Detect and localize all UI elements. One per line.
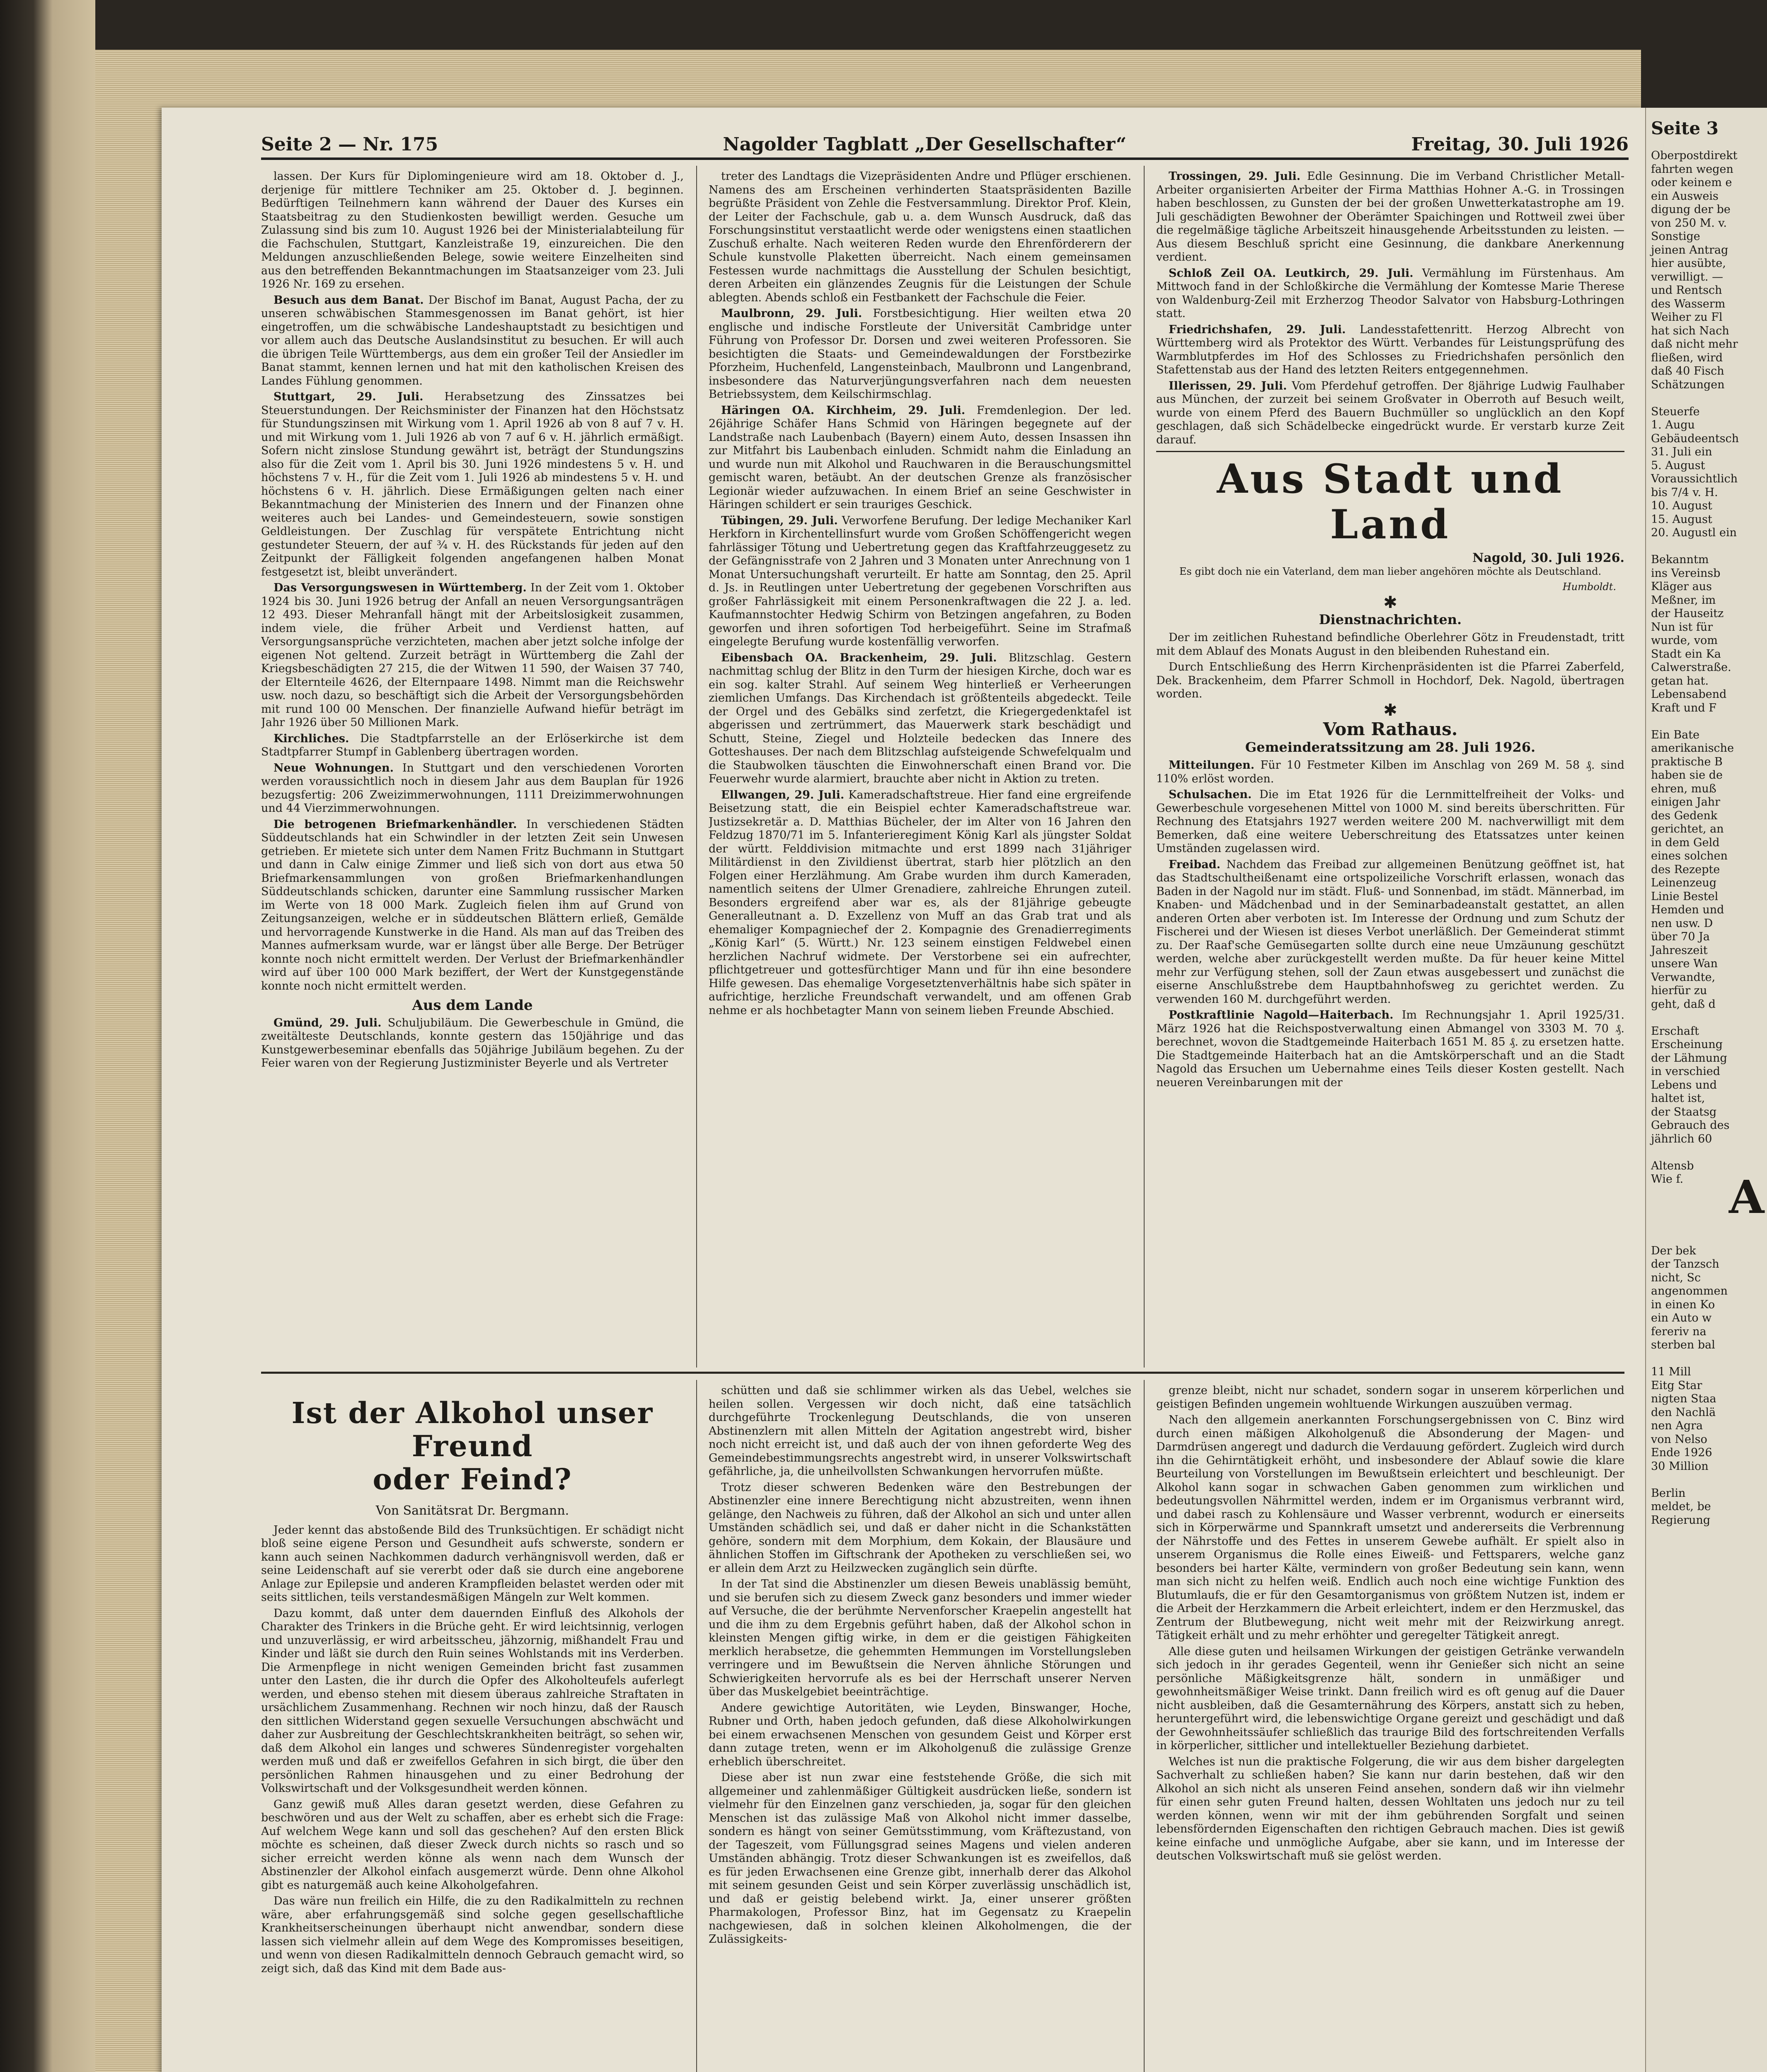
adjacent-page-line: Der bek [1651, 1244, 1696, 1257]
adjacent-page-line: 31. Juli ein [1651, 445, 1712, 458]
adjacent-page-line: Steuerfe [1651, 405, 1700, 418]
news-item-lead: Mitteilungen. [1169, 759, 1255, 772]
adjacent-page-line: in dem Geld [1651, 836, 1720, 849]
news-item-lead: Trossingen, 29. Juli. [1169, 170, 1301, 183]
news-item [261, 170, 684, 291]
adjacent-page-line: von Nelso [1651, 1433, 1707, 1446]
adjacent-page-line: ins Vereinsb [1651, 566, 1721, 580]
news-item-text: In Stuttgart und den verschiedenen Vororten werden voraussichtlich noch in diesem Jahr aus dem Bauplan für 1926 bezugsfertig: 206 Zweizimmerwohnungen, 1111 Dreizimmerwohnungen und 44 Vierzimmerwohnungen. [261, 761, 684, 815]
adjacent-page-line: fereriv na [1651, 1325, 1706, 1338]
adjacent-page-line: Lebensabend [1651, 688, 1727, 701]
news-item-text: Vermählung im Fürstenhaus. Am Mittwoch fand in der Schloßkirche die Vermählung der Komtesse Marie Therese von Waldenburg-Zeil mit Erzherzog Theodor Salvator von Habsburg-Lothringen statt. [1156, 266, 1624, 320]
adjacent-page-line: über 70 Ja [1651, 930, 1710, 943]
news-item-text: In verschiedenen Städten Süddeutschlands hat ein Schwindler in der letzten Zeit sein Unwesen getrieben. Er mietete sich unter dem Namen Fritz Buchmann in Stuttgart und dann in Calw einige Zimmer und ließ sich von dort aus etwa 50 Briefmarkensammlungen von großen Briefmarkenhandlungen Süddeutschlands schicken, darunter eine Sammlung russischer Marken im Werte von 18 000 Mark. Zugleich fielen ihm auf Grund von Zeitungsanzeigen, welche er in süddeutschen Blättern erließ, Gemälde und hervorragende Kunstwerke in die Hand. Als man auf das Treiben des Mannes aufmerksam wurde, war er längst über alle Berge. Der Betrüger konnte noch nicht ermittelt werden. Der Verlust der Briefmarkenhändler wird auf über 100 000 Mark beziffert, der Wert der Kunstgegenstände konnte noch nicht ermittelt werden. [261, 818, 684, 992]
adjacent-page-line: angenommen [1651, 1285, 1728, 1297]
news-item-lead: Ellwangen, 29. Juli. [721, 788, 845, 801]
adjacent-page-line: von 250 M. v. [1651, 216, 1727, 230]
gemeinderat-subheading: Gemeinderatssitzung am 28. Juli 1926. [1245, 739, 1536, 755]
adjacent-page-line: Nun ist für [1651, 620, 1713, 634]
adjacent-page-line: Jahreszeit [1651, 944, 1708, 957]
article-separator-rule [261, 1372, 1624, 1374]
news-item [709, 307, 1131, 402]
news-item-text: Herabsetzung des Zinssatzes bei Steuerstundungen. Der Reichsminister der Finanzen hat den Höchstsatz für Stundungszinsen mit Wirkung vom 1. April 1926 ab von 8 auf 7 v. H. und mit Wirkung vom 1. Juli 1926 ab von 7 auf 6 v. H. jährlich ermäßigt. Sofern nicht zinslose Stundung gewährt ist, beträgt der Stundungszins also für die Zeit vom 1. April bis 30. Juni 1926 mindestens 5 v. H. und höchstens 7 v. H., für die Zeit vom 1. Juli 1926 ab mindestens 5 v. H. und höchstens 6 v. H. jährlich. Diese Ermäßigungen gelten nach einer Bekanntmachung der Ministerien des Innern und der Finanzen ohne weiteres auch bei Landes- und Gemeindesteuern, sowie sonstigen Geldleistungen. Der Zuschlag für verspätete Entrichtung nicht gestundeter Steuern, der auf ¾ v. H. des Rückstands für jeden auf den Zeitpunkt der Fälligkeit folgenden angefangenen halben Monat festgesetzt ist, bleibt unverändert. [261, 390, 684, 579]
news-item-lead: Das Versorgungswesen in Württemberg. [274, 581, 527, 594]
news-item-text: Schuljubiläum. Die Gewerbeschule in Gmünd, die zweitälteste Deutschlands, konnte gestern das 150jährige und das Kunstgewerbeseminar ebenfalls das 50jährige Jubiläum begehen. Zu der Feier waren von der Regierung Justizminister Beyerle und als Vertreter [261, 1016, 684, 1070]
adjacent-page-line: haltet ist, [1651, 1092, 1705, 1105]
adjacent-page-line: der Hauseitz [1651, 607, 1724, 620]
adjacent-page-line: hier ausübte, [1651, 257, 1726, 270]
adjacent-page-line: einigen Jahr [1651, 796, 1721, 808]
adjacent-page-line: digung der be [1651, 203, 1731, 216]
news-item [261, 732, 684, 759]
adjacent-page-line: den Nachlä [1651, 1406, 1716, 1419]
adjacent-page-line: Erscheinung [1651, 1038, 1723, 1051]
news-item-text: Die Stadtpfarrstelle an der Erlöserkirche ist dem Stadtpfarrer Stumpf in Gablenberg übertragen worden. [261, 732, 684, 758]
adjacent-page-line: meldet, be [1651, 1500, 1711, 1513]
adjacent-page-line: fahrten wegen [1651, 162, 1733, 176]
adjacent-page-line: in einen Ko [1651, 1298, 1715, 1311]
adjacent-page-line: Regierung [1651, 1513, 1711, 1527]
news-item-lead: Besuch aus dem Banat. [274, 293, 424, 307]
adjacent-page-fragment [1645, 108, 1767, 2072]
adjacent-page-line: nigten Staa [1651, 1392, 1716, 1405]
adjacent-page-line: bis 7/4 v. H. [1651, 486, 1718, 499]
news-item [261, 294, 684, 388]
news-item-text: treter des Landtags die Vizepräsidenten Andre und Pflüger erschienen. Namens des am Erscheinen verhinderten Staatspräsidenten Bazille begrüßte Präsident von Zehle die Festversammlung. Direktor Prof. Klein, der Leiter der Fachschule, gab u. a. dem Wunsch Ausdruck, daß das Forschungsinstitut verstaatlicht werde oder wenigstens einen staatlichen Zuschuß erhalte. Nach weiteren Reden wurde den Ehrenförderern der Schule kunstvolle Plaketten überreicht. Nach einem gemeinsamen Festessen wurde nachmittags die Ausstellung der Schulen besichtigt, deren Arbeiten ein glänzendes Zeugnis für die Leistungen der Schule ablegten. Abends schloß ein Festbankett der Fachschule die Feier. [709, 170, 1131, 304]
news-item-lead: Eibensbach OA. Brackenheim, 29. Juli. [721, 651, 997, 664]
news-column-3 [1156, 170, 1624, 1363]
news-item [261, 1017, 684, 1070]
adjacent-page-line: Ende 1926 [1651, 1446, 1712, 1459]
adjacent-page-line: jährlich 60 [1651, 1132, 1712, 1145]
section-rule [1156, 451, 1624, 452]
article-column-2 [709, 1384, 1131, 2072]
news-item-text: Der Bischof im Banat, August Pacha, der zu unseren schwäbischen Stammesgenossen im Banat gehört, ist hier eingetroffen, um die schwäbische Landeshauptstadt zu besichtigen und vor allem auch das Deutsche Auslandsinstitut zu besuchen. Er will auch die übrigen Teile Württembergs, aus dem ein großer Teil der Ansiedler im Banat stammt, kennen lernen und hat mit den katholischen Kreisen des Landes Fühlung genommen. [261, 293, 684, 387]
column-rule [1144, 1380, 1145, 2072]
adjacent-page-line: 10. August [1651, 499, 1712, 512]
news-item-lead: Friedrichshafen, 29. Juli. [1169, 323, 1346, 336]
news-item [261, 390, 684, 579]
adjacent-page-line: des Gedenk [1651, 809, 1718, 822]
adjacent-page-line: oder keinem e [1651, 176, 1732, 189]
adjacent-page-line: nicht, Sc [1651, 1271, 1701, 1284]
adjacent-page-line: ein Auto w [1651, 1312, 1712, 1324]
section-heading-aus-dem-lande: Aus dem Lande [412, 997, 533, 1014]
adjacent-page-headline-letter: A [1729, 1170, 1765, 1224]
newspaper-page [162, 108, 1645, 2072]
adjacent-page-line: Berlin [1651, 1486, 1686, 1500]
news-item-lead: Neue Wohnungen. [274, 761, 394, 775]
adjacent-page-line: amerikanische [1651, 742, 1734, 755]
paragraph: Welches ist nun die praktische Folgerung, die wir aus dem bisher dargelegten Sachverhalt zu schließen haben? Sie kann nur darin bestehen, daß wir den Alkohol an sich nicht als unseren Feind ansehen, sondern daß wir ihn vielmehr für einen sehr guten Freund halten, dessen Wohltaten uns jedoch nur zu teil werden können, wenn wir mit der ihm gebührenden Sorgfalt und seinen lebensfördernden Eigenschaften den richtigen Gebrauch machen. Dies ist gewiß keine einfache und unmögliche Aufgabe, aber sie kann, und im Interesse der deutschen Volkswirtschaft muß sie gelöst werden. [1156, 1755, 1624, 1862]
paragraph: schütten und daß sie schlimmer wirken als das Uebel, welches sie heilen sollen. Vergessen wir doch nicht, daß eine tatsächlich durchgeführte Trockenlegung Deutschlands, die von unseren Abstinenzlern mit allen Mitteln der Agitation angestrebt wird, bisher noch nicht erreicht ist, und daß auch der von ihnen geforderte Weg des Gemeindebestimmungsrechts angestrebt wird, in unserer Volkswirtschaft gefährliche, ja, die unheilvollsten Schwankungen hervorrufen müßte. [709, 1384, 1131, 1478]
adjacent-page-line: nen Agra [1651, 1419, 1703, 1432]
adjacent-page-line: 15. August [1651, 513, 1712, 526]
news-item-text: Verworfene Berufung. Der ledige Mechaniker Karl Herkforn in Kirchentellinsfurt wurde vom Großen Schöffengericht wegen fahrlässiger Tötung und Uebertretung gegen das Kraftfahrzeuggesetz zu der Gefängnisstrafe von 2 Jahren und 3 Monaten unter Anrechnung von 1 Monat Untersuchungshaft verurteilt. Er hatte am Sonntag, den 25. April d. Js. in Reutlingen unter Uebertretung der gegebenen Vorschriften aus großer Fahrlässigkeit mit einem Personenkraftwagen die 22 J. a. led. Kaufmannstochter Hedwig Schirm von Betzingen angefahren, zu Boden geworfen und ihren sofortigen Tod herbeigeführt. Seine im Strafmaß eingelegte Berufung wurde kostenfällig verworfen. [709, 514, 1131, 648]
news-item [709, 170, 1131, 305]
news-item-text: Für 10 Festmeter Kilben im Anschlag von 269 M. 58 ₰. sind 110% erlöst worden. [1156, 759, 1624, 785]
column-rule [1144, 166, 1145, 1368]
news-item-lead: Postkraftlinie Nagold—Haiterbach. [1169, 1009, 1394, 1021]
adjacent-page-line: der Staatsg [1651, 1105, 1717, 1118]
news-item-text: Im Rechnungsjahr 1. April 1925/31. März 1926 hat die Reichspostverwaltung einen Abmangel von 3303 M. 70 ₰. berechnet, wovon die Stadtgemeinde Haiterbach 1651 M. 85 ₰. zu ersetzen hatte. Die Stadtgemeinde Haiterbach hat an die Amtskörperschaft und an die Stadt Nagold das Ersuchen um Uebernahme eines Teils dieser Kosten gestellt. Nach neueren Vereinbarungen mit der [1156, 1009, 1624, 1089]
news-item [261, 818, 684, 993]
adjacent-page-line: Ein Bate [1651, 728, 1700, 741]
adjacent-page-line: nen usw. D [1651, 917, 1713, 930]
news-item [1156, 1009, 1624, 1089]
news-item-lead: Kirchliches. [274, 732, 349, 745]
news-item-lead: Tübingen, 29. Juli. [721, 514, 838, 527]
adjacent-page-line: Eitg Star [1651, 1379, 1702, 1392]
adjacent-page-line: in verschied [1651, 1065, 1721, 1078]
page-number: Seite 2 — Nr. 175 [261, 134, 438, 155]
adjacent-page-line: ein Ausweis [1651, 189, 1719, 203]
adjacent-page-line: daß nicht mehr [1651, 338, 1738, 351]
article-byline: Von Sanitätsrat Dr. Bergmann. [375, 1503, 569, 1518]
adjacent-page-line: Kläger aus [1651, 580, 1712, 593]
paragraph: Trotz dieser schweren Bedenken wäre den Bestrebungen der Abstinenzler eine innere Berechtigung nicht abzustreiten, wenn ihnen gelänge, den Nachweis zu führen, daß der Alkohol an sich und unter allen Umständen schädlich sei, und daß er daher nicht in die Schankstätten gehöre, sondern mit dem Morphium, dem Kokain, der Blausäure und ähnlichen Stoffen im Giftschrank der Apotheken zu verschließen sei, wo er allein dem Arzt zu Heilzwecken zugänglich sein dürfte. [709, 1481, 1131, 1575]
adjacent-page-line: Lebens und [1651, 1078, 1717, 1092]
news-item [261, 762, 684, 816]
paragraph: In der Tat sind die Abstinenzler um diesen Beweis unablässig bemüht, und sie berufen sich zu diesem Zweck ganz besonders und immer wieder auf Versuche, die der berühmte Nervenforscher Kraepelin angestellt hat und die ihm zu dem Ergebnis geführt haben, daß der Alkohol schon in kleinsten Mengen giftig wirke, in dem er die geistigen Fähigkeiten merklich herabsetze, die gehemmten Hemmungen im Vorstellungsleben verringere und im Bewußtsein die Nerven ähnliche Störungen und Schwierigkeiten hervorrufe als es bei der Herrschaft unserer Nerven über das Muskelgebiet beeinträchtige. [709, 1578, 1131, 1698]
adjacent-page-line: praktische B [1651, 755, 1723, 768]
news-item [1156, 170, 1624, 264]
issue-date: Freitag, 30. Juli 1926 [1411, 134, 1629, 155]
dienstnachrichten-heading: Dienstnachrichten. [1319, 611, 1462, 627]
adjacent-page-line: jeinen Antrag [1651, 243, 1728, 257]
adjacent-page-line: des Rezepte [1651, 863, 1720, 876]
page-header [261, 128, 1629, 160]
section-quote: Es gibt doch nie ein Vaterland, dem man lieber angehören möchte als Deutschland. [1179, 565, 1602, 577]
article-column-1 [261, 1384, 684, 2072]
adjacent-page-line: Stadt ein Ka [1651, 647, 1721, 661]
paragraph: Andere gewichtige Autoritäten, wie Leyden, Binswanger, Hoche, Rubner und Orth, haben jedoch gefunden, daß diese Alkoholwirkungen bei einem erwachsenen Menschen von gesundem Geist und Körper erst dann zutage treten, wenn er im Alkoholgenuß die zulässige Grenze erheblich überschreitet. [709, 1701, 1131, 1768]
news-column-2 [709, 170, 1131, 1363]
news-item-text: Vom Pferdehuf getroffen. Der 8jährige Ludwig Faulhaber aus München, der zurzeit bei seinem Großvater in Oberroth auf Besuch weilt, wurde von einem Pferd des Bauern Buchmüller so unglücklich an den Kopf geschlagen, daß sich Schädelbecke eingedrückt wurde. Er verstarb kurze Zeit darauf. [1156, 379, 1624, 446]
divider-star-icon: ✱ [1383, 700, 1397, 720]
adjacent-page-line: des Wasserm [1651, 297, 1726, 310]
news-item-lead: Schloß Zeil OA. Leutkirch, 29. Juli. [1169, 266, 1414, 280]
adjacent-page-line: Erschaft [1651, 1024, 1699, 1038]
adjacent-page-line: Kraft und F [1651, 701, 1716, 714]
section-dateline: Nagold, 30. Juli 1926. [1472, 551, 1624, 565]
adjacent-page-line: unsere Wan [1651, 957, 1718, 970]
news-column-1 [261, 170, 684, 1363]
adjacent-page-line: verwilligt. — [1651, 270, 1723, 283]
news-item [1156, 788, 1624, 856]
section-title-aus-stadt-und-land: Aus Stadt und Land [1217, 455, 1564, 548]
news-item-text: Forstbesichtigung. Hier weilten etwa 20 englische und indische Forstleute der Universität Cambridge unter Führung von Professor Dr. Dorsen und zwei weiteren Professoren. Sie besichtigten die Staats- und Gemeindewaldungen der Forstbezirke Pforzheim, Huchenfeld, Langensteinbach, Maulbronn und Langenbrand, insbesondere das Naturverjüngungsverfahren nach dem neuesten Betriebssystem, dem Keilschirmschlag. [709, 307, 1131, 401]
news-item-lead: Illerissen, 29. Juli. [1169, 379, 1287, 392]
news-item [709, 514, 1131, 649]
news-item-text: Nachdem das Freibad zur allgemeinen Benützung geöffnet ist, hat das Stadtschultheißenamt eine ortspolizeiliche Vorschrift erlassen, wonach das Baden in der Nagold nur im städt. Fluß- und Sonnenbad, im städt. Männerbad, im Knaben- und Mädchenbad und in der Seminarbadeanstalt gestattet, an allen anderen Orten aber verboten ist. Im Interesse der Ordnung und zum Schutz der Fischerei und der Wiesen ist dieses Verbot unerläßlich. Der Gemeinderat stimmt zu. Der Raaf'sche Gemüsegarten sollte durch eine neue Umzäunung geschützt werden, welche aber zurückgestellt werden mußte. Da für heuer keine Mittel mehr zur Verfügung stehen, soll der Zaun etwas ausgebessert und zunächst die eiserne Anschlußstrebe dem Hauptbahnhofsweg zu gerichtet werden. Zu verwenden 160 M. durchgeführt werden. [1156, 858, 1624, 1006]
adjacent-page-line: und Rentsch [1651, 284, 1722, 297]
news-item [1156, 759, 1624, 786]
adjacent-page-line: 11 Mill [1651, 1365, 1691, 1378]
news-item-lead: Maulbronn, 29. Juli. [721, 307, 862, 320]
divider-star-icon: ✱ [1383, 593, 1397, 612]
adjacent-page-line: hat sich Nach [1651, 324, 1729, 337]
adjacent-page-number: Seite 3 [1651, 118, 1719, 138]
adjacent-page-line: 1. Augu [1651, 419, 1695, 431]
adjacent-page-line: wurde, vom [1651, 634, 1718, 647]
column-rule [696, 166, 697, 1368]
book-binding-edge [0, 0, 95, 2072]
news-item-lead: Stuttgart, 29. Juli. [274, 390, 424, 403]
adjacent-page-line: Calwerstraße. [1651, 661, 1731, 674]
adjacent-page-line: Meßner, im [1651, 593, 1716, 607]
paragraph: grenze bleibt, nicht nur schadet, sondern sogar in unserem körperlichen und geistigen Befinden ungemein wohltuende Wirkungen auszuüben vermag. [1156, 1384, 1624, 1411]
vom-rathaus-heading: Vom Rathaus. [1323, 719, 1458, 739]
column-rule [696, 1380, 697, 2072]
adjacent-page-line: Linie Bestel [1651, 890, 1719, 903]
news-item-lead: Häringen OA. Kirchheim, 29. Juli. [721, 404, 966, 417]
adjacent-page-line: der Tanzsch [1651, 1258, 1719, 1271]
news-item-text: Kameradschaftstreue. Hier fand eine ergreifende Beisetzung statt, die ein Beispiel echter Kameradschaftstreue war. Justizsekretär a. D. Matthias Bücheler, der im Alter von 16 Jahren den Feldzug 1870/71 im 5. Infanterieregiment König Karl als jüngster Soldat der württ. Felddivision mitmachte und erst 1899 nach 31jähriger Militärdienst in den Zivildienst übertrat, starb hier plötzlich an den Folgen einer Herzlähmung. Am Grabe wurden ihm durch Kameraden, namentlich seitens der Ulmer Grenadiere, zahlreiche Ehrungen zuteil. Besonders ergreifend aber war es, als der 81jährige gebeugte Generalleutnant a. D. Exzellenz von Muff an das Grab trat und als ehemaliger Kompagniechef der 2. Kompagnie des Grenadierregiments „König Karl“ (5. Württ.) Nr. 123 seinem einstigen Feldwebel einen herzlichen Nachruf widmete. Der Verstorbene sei ein aufrechter, pflichtgetreuer und gottesfürchtiger Mann und für ihn eine besondere Hilfe gewesen. Das ehemalige Vorgesetztenverhältnis habe sich später in aufrichtige, herzliche Freundschaft verwandelt, und am offenen Grab nehme er als hochbetagter Mann von seinem lieben Freunde Abschied. [709, 788, 1131, 1017]
news-item [709, 404, 1131, 512]
news-item [1156, 267, 1624, 321]
paragraph: Der im zeitlichen Ruhestand befindliche Oberlehrer Götz in Freudenstadt, tritt mit dem Ablauf des Monats August in den bleibenden Ruhestand ein. [1156, 631, 1624, 658]
news-item-lead: Gmünd, 29. Juli. [274, 1016, 382, 1029]
adjacent-page-line: Altensb [1651, 1159, 1694, 1172]
news-item-lead: Die betrogenen Briefmarkenhändler. [274, 818, 517, 831]
news-item [1156, 858, 1624, 1007]
article-title [261, 1397, 684, 1496]
adjacent-page-line: Wie f. [1651, 1173, 1684, 1186]
adjacent-page-line: Verwandte, [1651, 971, 1716, 984]
news-item-text: Fremdenlegion. Der led. 26jährige Schäfer Hans Schmid von Häringen begegnete auf der Landstraße nach Laubenbach (Bayern) einem Auto, dessen Insassen ihn zur Mitfahrt bis Laubenbach einluden. Schmidt nahm die Einladung an und wurde nun mit Alkohol und Rauchwaren in die Berauschungsmittel gemischt waren, betäubt. An der deutschen Grenze als französischer Legionär wieder aufzuwachen. In einem Brief an seine Geschwister in Häringen schildert er sein trauriges Geschick. [709, 404, 1131, 511]
article-column-3 [1156, 1384, 1624, 2072]
adjacent-page-line: gerichtet, an [1651, 823, 1724, 835]
paragraph: Dazu kommt, daß unter dem dauernden Einfluß des Alkohols der Charakter des Trinkers in die Brüche geht. Er wird leichtsinnig, verlogen und unzuverlässig, er wird arbeitsscheu, jähzornig, mißhandelt Frau und Kinder und läßt sie durch den Ruin seines Wohlstands mit ins Verderben. Die Armenpflege in nicht wenigen Gemeinden bricht fast zusammen unter den Lasten, die ihr durch die Opfer des Alkoholteufels auferlegt werden, und ebenso stehen mit diesem überaus zahlreiche Straftaten in ursächlichem Zusammenhang. Rechnen wir noch hinzu, daß der Rausch den sittlichen Widerstand gegen sexuelle Versuchungen abschwächt und daher zur Ausbreitung der Geschlechtskrankheiten beiträgt, so sehen wir, daß dem Alkohol ein langes und schweres Sündenregister vorgehalten werden muß und daß er zweifellos Gefahren in sich birgt, die über den persönlichen Rahmen hinausgehen und zu einer Bedrohung der Volkswirtschaft und der Volksgesundheit werden können. [261, 1607, 684, 1795]
paragraph: Diese aber ist nun zwar eine feststehende Größe, die sich mit allgemeiner und zahlenmäßiger Gültigkeit ausdrücken ließe, sondern ist vielmehr für den Einzelnen ganz verschieden, ja, sogar für den gleichen Menschen ist das zulässige Maß von Alkohol nicht immer dasselbe, sondern es hängt von seiner Gemütsstimmung, vom Kräftezustand, von der Tageszeit, vom Füllungsgrad seines Magens und vielen anderen Umständen abhängig. Trotz dieser Schwankungen ist es zweifellos, daß es für jeden Erwachsenen eine Grenze gibt, innerhalb derer das Alkohol mit seinem gesunden Geist und sein Körper zuverlässig unschädlich ist, und daß er geistig belebend wirkt. Ja, einer unserer größten Pharmakologen, Professor Binz, hat im Gegensatz zu Kraepelin nachgewiesen, daß in solchen kleinen Alkoholmengen, die der Zulässigkeits- [709, 1771, 1131, 1946]
paragraph: Jeder kennt das abstoßende Bild des Trunksüchtigen. Er schädigt nicht bloß seine eigene Person und Gesundheit aufs schwerste, sondern er kann auch seinen Nachkommen dadurch verhängnisvoll werden, daß er seine Leidenschaft auf sie vererbt oder daß sie durch eine angeborene Anlage zur Epilepsie und anderen Krampfleiden belastet werden oder mit seits sittlichen, teils verstandesmäßigen Mängeln zur Welt kommen. [261, 1523, 684, 1604]
adjacent-page-line: 5. August [1651, 459, 1705, 472]
adjacent-page-line: fließen, wird [1651, 351, 1723, 364]
newspaper-title: Nagolder Tagblatt „Der Gesellschafter“ [723, 134, 1127, 155]
adjacent-page-line: 30 Million [1651, 1460, 1709, 1473]
news-item [261, 581, 684, 730]
adjacent-page-line: der Lähmung [1651, 1051, 1727, 1065]
adjacent-page-line: ehren, muß [1651, 782, 1716, 795]
news-item [1156, 323, 1624, 377]
article-title-line-1: Ist der Alkohol unser Freund [291, 1396, 654, 1463]
quote-author: Humboldt. [1562, 581, 1616, 593]
news-item-text: Edle Gesinnung. Die im Verband Christlicher Metall-Arbeiter organisierten Arbeiter der Firma Matthias Hohner A.-G. in Trossingen haben beschlossen, zu Gunsten der bei der großen Unwetterkatastrophe am 19. Juli geschädigten Bewohner der Oberämter Spaichingen und Rottweil zwei über die regelmäßige tägliche Arbeitszeit hinausgehende Arbeitsstunden zu leisten. — Aus diesem Beschluß spricht eine Gesinnung, die dankbare Anerkennung verdient. [1156, 170, 1624, 264]
adjacent-page-line: Gebrauch des [1651, 1119, 1730, 1132]
adjacent-page-line: Schätzungen [1651, 378, 1725, 391]
news-item-text: In der Zeit vom 1. Oktober 1924 bis 30. Juni 1926 betrug der Anfall an neuen Versorgungsanträgen 12 493. Dieser Mehranfall hängt mit der Arbeitslosigkeit zusammen, indem viele, die früher Arbeit und Verdienst hatten, auf Versorgungsansprüche verzichteten, machen aber jetzt solche infolge der eigenen Not geltend. Zurzeit beträgt in Württemberg die Zahl der Kriegsbeschädigten 27 215, die der Witwen 11 590, der Waisen 37 740, der Elternteile 4626, der Elternpaare 1498. Nimmt man die Reichswehr usw. noch dazu, so beschäftigt sich die Arbeit der Versorgungsbehörden mit rund 100 00 Menschen. Der finanzielle Aufwand hiefür beträgt im Jahr 1926 über 50 Millionen Mark. [261, 581, 684, 729]
news-item-text: Landesstafettenritt. Herzog Albrecht von Württemberg wird als Protektor des Württ. Verbandes für Leistungsprüfung des Warmblutpferdes im Hof des Schlosses zu Friedrichshafen persönlich den Stafettenstab aus der Hand des letzten Reiters entgegennehmen. [1156, 323, 1624, 376]
adjacent-page-line: daß 40 Fisch [1651, 365, 1724, 378]
adjacent-page-line: haben sie de [1651, 769, 1723, 782]
adjacent-page-line: Bekanntm [1651, 553, 1709, 566]
news-item [709, 789, 1131, 1018]
news-item [709, 651, 1131, 786]
adjacent-page-line: Gebäudeentsch [1651, 432, 1739, 445]
paragraph: Durch Entschließung des Herrn Kirchenpräsidenten ist die Pfarrei Zaberfeld, Dek. Brackenheim, dem Pfarrer Schmoll in Hochdorf, Dek. Nagold, übertragen worden. [1156, 661, 1624, 700]
adjacent-page-line: sterben bal [1651, 1339, 1715, 1351]
news-item-lead: Schulsachen. [1169, 788, 1252, 801]
paragraph: Ganz gewiß muß Alles daran gesetzt werden, diese Gefahren zu beschwören und aus der Welt zu schaffen, aber es erhebt sich die Frage: Auf welchem Wege kann und soll das geschehen? Auf den ersten Blick möchte es scheinen, daß dieser Zweck durch nichts so rasch und so sicher erreicht werden könne als wenn nach dem Wunsch der Abstinenzler der Alkohol einfach ausgemerzt würde. Denn ohne Alkohol gibt es naturgemäß auch keine Alkoholgefahren. [261, 1798, 684, 1892]
news-item [1156, 380, 1624, 447]
paragraph: Alle diese guten und heilsamen Wirkungen der geistigen Getränke verwandeln sich jedoch in ihr gerades Gegenteil, wenn ihr Genießer sich nicht an seine persönliche Mäßigkeitsgrenze hält, sondern in unmäßiger und gewohnheitsmäßiger Weise trinkt. Dann freilich wird es oft genug auf die Dauer nicht ausbleiben, daß die Gesamternährung des Körpers, anstatt sich zu heben, heruntergeführt wird, die lebenswichtige Organe gereizt und geschädigt und daß der Gewohnheitssäufer schließlich das traurige Bild des fortschreitenden Verfalls in körperlicher, sittlicher und intellektueller Beziehung darbietet. [1156, 1645, 1624, 1752]
adjacent-page-line: Sonstige [1651, 230, 1700, 243]
news-item-lead: Freibad. [1169, 858, 1221, 871]
news-item-text: lassen. Der Kurs für Diplomingenieure wird am 18. Oktober d. J., derjenige für mittlere Techniker am 25. Oktober d. J. beginnen. Bedürftigen Teilnehmern kann während der Dauer des Kurses ein Staatsbeitrag zu den Studienkosten bewilligt werden. Gesuche um Zulassung sind bis zum 10. August 1926 bei der Ministerialabteilung für die Fachschulen, Stuttgart, Kanzleistraße 19, einzureichen. Die den Meldungen anzuschließenden Belege, sowie weitere Einzelheiten sind aus den betreffenden Bekanntmachungen im Staatsanzeiger vom 23. Juli 1926 Nr. 169 zu ersehen. [261, 170, 684, 290]
article-title-line-2: oder Feind? [373, 1462, 572, 1496]
paragraph: Nach den allgemein anerkannten Forschungsergebnissen von C. Binz wird durch einen mäßigen Alkoholgenuß die Absonderung der Magen- und Darmdrüsen angeregt und dadurch die Verdauung gefördert. Zugleich wird durch ihn die Gehirntätigkeit erhöht, und insbesondere der Ablauf sowie die klare Beurteilung von Vorstellungen im Bewußtsein erleichtert und beschleunigt. Der Alkohol kann sogar in schwachen Gaben genommen zum wirklichen und bedeutungsvollen Nährmittel werden, indem er im Organismus verbrannt wird, und dabei rasch zu Kohlensäure und Wasser verbrennt, wodurch er einerseits sich in Körperwärme und Spannkraft umsetzt und andererseits die Verbrennung der Nährstoffe und des Fettes in unserem Gewebe aufhält. Er spielt also in unserem Organismus die Rolle eines Eiweiß- und Fettsparers, welche ganz besonders bei harter Kälte, vermindern von großer Bedeutung sein kann, wenn man sich nicht zu helfen weiß. Endlich auch noch eine wichtige Funktion des Blutumlaufs, die er für den Gesamtorganismus von größtem Nutzen ist, indem er die Arbeit der Herzkammern die Arbeit erleichtert, indem er den Herzmuskel, das Zentrum der Blutbewegung, nicht weit mehr mit der Reizwirkung anregt. Tätigkeit erhält und zu mehr erhöhter und geregelter Tätigkeit anregt. [1156, 1414, 1624, 1642]
adjacent-page-line: hierfür zu [1651, 984, 1707, 997]
adjacent-page-line: 20. Augustl ein [1651, 526, 1737, 539]
adjacent-page-line: Hemden und [1651, 903, 1724, 916]
adjacent-page-line: Leinenzeug [1651, 876, 1717, 889]
adjacent-page-line: eines solchen [1651, 850, 1728, 862]
adjacent-page-line: Voraussichtlich [1651, 472, 1738, 485]
paragraph: Das wäre nun freilich ein Hilfe, die zu den Radikalmitteln zu rechnen wäre, aber erfahrungsgemäß sind solche gegen gesellschaftliche Krankheitserscheinungen überhaupt nicht anwendbar, sondern diese lassen sich vielmehr allein auf dem Wege des Kompromisses beseitigen, und wenn von diesen Radikalmitteln dennoch Gebrauch gemacht wird, so zeigt sich, daß das Kind mit dem Bade aus- [261, 1895, 684, 1975]
news-item-text: Die im Etat 1926 für die Lernmittelfreiheit der Volks- und Gewerbeschule vorgesehenen Mittel von 1000 M. sind bereits überschritten. Für Rechnung des Etatsjahrs 1927 werden weitere 200 M. nachverwilligt mit dem Bemerken, daß eine weitere Ueberschreitung des Etatssatzes unter keinen Umständen zugelassen wird. [1156, 788, 1624, 855]
adjacent-page-line: geht, daß d [1651, 997, 1716, 1011]
adjacent-page-line: getan hat. [1651, 674, 1709, 687]
adjacent-page-line: Oberpostdirekt [1651, 149, 1738, 162]
news-item-text: Blitzschlag. Gestern nachmittag schlug der Blitz in den Turm der hiesigen Kirche, doch war es ein sog. kalter Strahl. Auf seinem Weg hinterließ er Verheerungen ziemlichen Umfangs. Das Kirchendach ist größtenteils abgedeckt. Teile der Orgel und des Gebälks sind zerfetzt, die Kriegergedenktafel ist abgerissen und zertrümmert, das Mauerwerk stark beschädigt und Schutt, Steine, Ziegel und Holzteile bedecken das Innere des Gotteshauses. Der nach dem Blitzschlag aufsteigende Schwefelqualm und die Staubwolken täuschten die Einwohnerschaft einen Brand vor. Die Feuerwehr wurde alarmiert, brauchte aber nicht in Aktion zu treten. [709, 651, 1131, 785]
adjacent-page-line: Weiher zu Fl [1651, 311, 1723, 324]
